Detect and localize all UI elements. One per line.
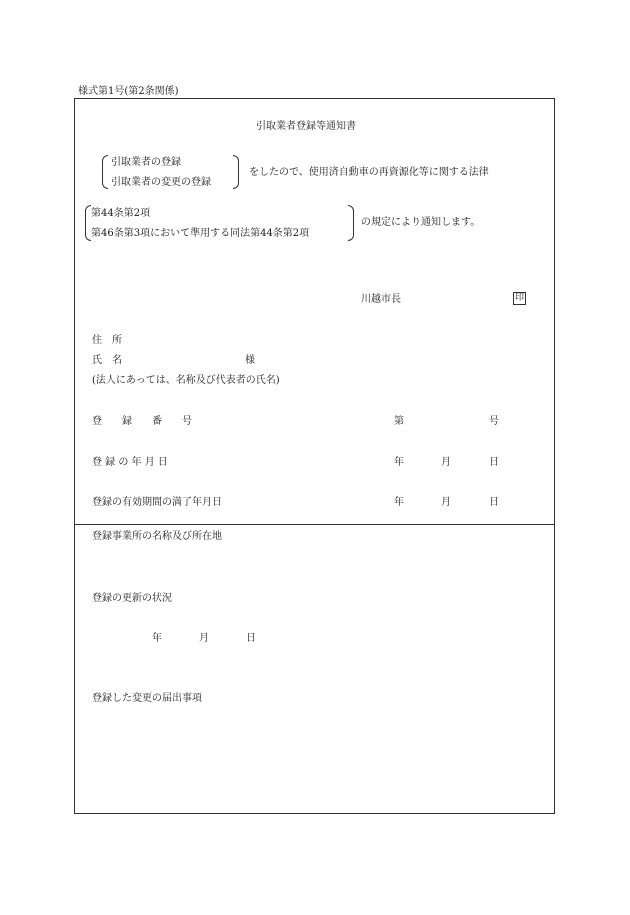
section-divider — [74, 524, 555, 525]
reg-date-label: 登 録 の 年 月 日 — [92, 457, 168, 468]
seal-mark: 印 — [514, 293, 524, 303]
reg-number-go: 号 — [489, 416, 499, 427]
choice1-option-a: 引取業者の登録 — [111, 157, 181, 168]
renewal-label: 登録の更新の状況 — [92, 593, 172, 604]
sentence-part1: をしたので、使用済自動車の再資源化等に関する法律 — [249, 167, 489, 178]
choice2-option-b: 第46条第3項において準用する同法第44条第2項 — [91, 228, 310, 239]
form-box — [74, 98, 555, 814]
office-label: 登録事業所の名称及び所在地 — [92, 531, 222, 542]
form-number: 様式第1号(第2条関係) — [78, 86, 179, 97]
reg-number-dai: 第 — [394, 416, 404, 427]
choice2-option-a: 第44条第2項 — [91, 208, 151, 219]
form-title: 引取業者登録等通知書 — [256, 121, 356, 132]
change-label: 登録した変更の届出事項 — [92, 693, 202, 704]
reg-date-month: 月 — [441, 457, 451, 468]
name-label: 氏 名 — [92, 355, 122, 366]
reg-date-year: 年 — [394, 457, 404, 468]
expiry-month: 月 — [441, 497, 451, 508]
right-brace — [348, 205, 354, 241]
renewal-date-month: 月 — [199, 633, 209, 644]
sentence-part2: の規定により通知します。 — [361, 217, 481, 228]
expiry-year: 年 — [394, 497, 404, 508]
address-label: 住 所 — [92, 335, 122, 346]
left-brace — [102, 155, 108, 189]
renewal-date-day: 日 — [246, 633, 256, 644]
expiry-label: 登録の有効期間の満了年月日 — [92, 497, 222, 508]
reg-date-day: 日 — [489, 457, 499, 468]
corp-note: (法人にあっては、名称及び代表者の氏名) — [92, 375, 280, 386]
expiry-day: 日 — [489, 497, 499, 508]
honorific: 様 — [245, 355, 255, 366]
choice1-option-b: 引取業者の変更の登録 — [111, 177, 211, 188]
issuer: 川越市長 — [361, 294, 401, 305]
renewal-date-year: 年 — [152, 633, 162, 644]
right-brace — [233, 155, 239, 189]
reg-number-label: 登 録 番 号 — [92, 416, 192, 427]
